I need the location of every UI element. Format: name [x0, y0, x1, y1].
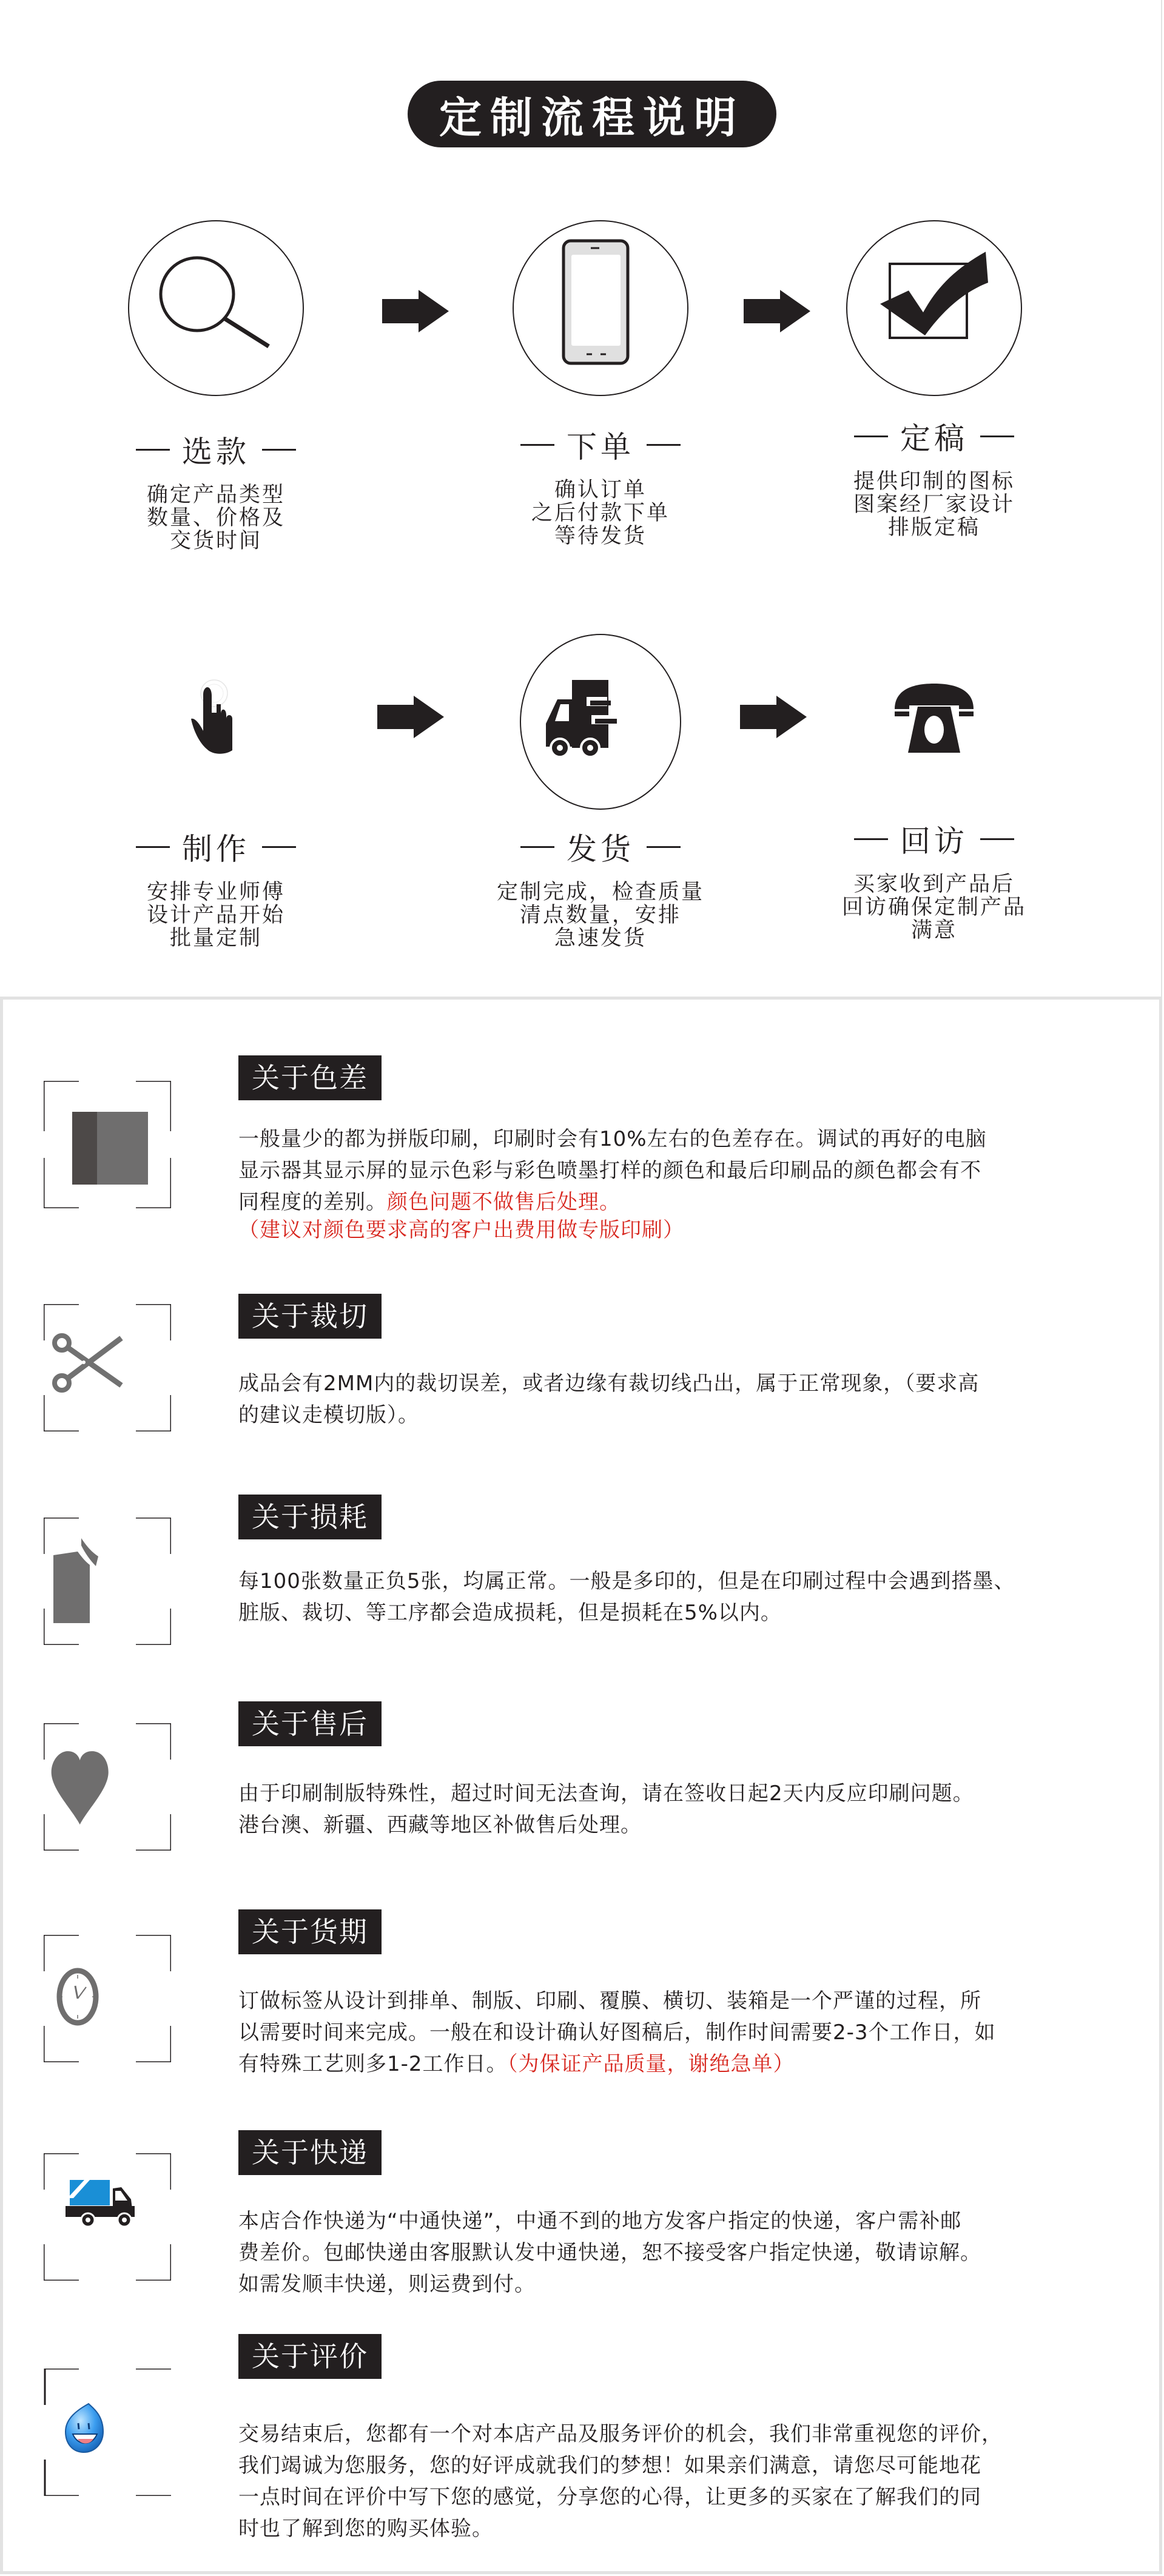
icon-frame	[44, 1081, 171, 1208]
process-step-ship	[473, 634, 728, 950]
dash-right	[262, 846, 296, 848]
section-body: 成品会有2MM内的裁切误差，或者边缘有裁切线凸出，属于正常现象，（要求高 的建议走模切版）。	[238, 1371, 980, 1427]
section-title-tag: 关于裁切	[238, 1294, 382, 1339]
process-step-select	[89, 220, 343, 553]
section-body: 一般量少的都为拼版印刷，印刷时会有10%左右的色差存在。调试的再好的电脑 显示器其显示屏的显示色彩与彩色喷墨打样的颜色和最后印刷品的颜色都会有不 同程度的差别。颜色问题不做售后处理。 （建议对颜色要求高的客户出费用做专版印刷）	[238, 1127, 987, 1242]
courier-truck-icon	[44, 2153, 171, 2281]
suggestion-text: （建议对颜色要求高的客户出费用做专版印刷）	[238, 1218, 684, 1242]
step-description: 提供印制的图标 图案经厂家设计 排版定稿	[853, 469, 1015, 540]
step-heading: 定稿	[900, 421, 968, 456]
process-step-finalize	[807, 220, 1061, 539]
dash-left	[136, 449, 170, 451]
step-description: 确认订单 之后付款下单 等待发货	[531, 478, 670, 548]
dash-right	[647, 846, 681, 848]
step-heading: 选款	[182, 434, 250, 469]
heart-icon	[44, 1723, 171, 1851]
step-heading: 制作	[182, 832, 250, 867]
process-step-followup	[807, 634, 1061, 942]
smiley-bubble-icon	[44, 2369, 171, 2496]
step-heading: 发货	[567, 832, 634, 867]
icon-frame	[44, 2369, 171, 2496]
section-body: 本店合作快递为“中通快递”，中通不到的地方发客户指定的快递，客户需补邮 费差价。包邮快递由客服默认发中通快递，恕不接受客户指定快递，敬请谅解。 如需发顺丰快递，则运费到付。	[238, 2209, 981, 2296]
section-body: 每100张数量正负5张，均属正常。一般是多印的，但是在印刷过程中会遇到搭墨、 脏版、裁切、等工序都会造成损耗，但是损耗在5%以内。	[238, 1569, 1015, 1625]
section-title-tag: 关于货期	[238, 1909, 382, 1954]
section-title-tag: 关于损耗	[238, 1495, 382, 1539]
right-arrow-icon	[744, 290, 810, 332]
dash-right	[647, 444, 681, 446]
page-title: 定制流程说明	[408, 81, 776, 147]
dash-right	[980, 838, 1014, 840]
icon-frame	[44, 1518, 171, 1645]
section-title-tag: 关于快递	[238, 2130, 382, 2175]
scissors-icon	[44, 1304, 171, 1431]
step-heading: 下单	[567, 429, 634, 465]
magnifier-icon	[128, 220, 304, 396]
step-description: 买家收到产品后 回访确保定制产品 满意	[841, 872, 1026, 943]
section-title-tag: 关于色差	[238, 1055, 382, 1100]
dash-left	[520, 444, 554, 446]
section-title-tag: 关于评价	[238, 2334, 382, 2379]
dash-left	[520, 846, 554, 848]
right-arrow-icon	[382, 290, 449, 332]
pointing-hand-icon	[128, 634, 304, 810]
icon-frame	[44, 1304, 171, 1431]
checkbox-check-icon	[846, 220, 1022, 396]
clock-icon	[44, 1935, 171, 2062]
dash-left	[854, 435, 888, 437]
telephone-icon	[846, 634, 1022, 810]
smartphone-icon	[513, 220, 688, 396]
section-body: 交易结束后，您都有一个对本店产品及服务评价的机会，我们非常重视您的评价， 我们竭诚为您服务，您的好评成就我们的梦想！如果亲们满意，请您尽可能地花 一点时间在评价中写下您的感觉，分享您的心得，让更多的买家在了解我们的同 时也了解到您的购买体验。	[238, 2422, 1003, 2541]
warning-text: 颜色问题不做售后处理。	[387, 1190, 621, 1214]
step-description: 安排专业师傅 设计产品开始 批量定制	[146, 880, 285, 950]
icon-frame	[44, 1723, 171, 1851]
color-swatch-icon	[44, 1081, 171, 1208]
torn-paper-icon	[44, 1518, 171, 1645]
process-step-produce	[89, 634, 343, 950]
step-heading: 回访	[900, 824, 968, 859]
step-description: 确定产品类型 数量、价格及 交货时间	[146, 483, 285, 553]
right-arrow-icon	[377, 696, 444, 738]
right-arrow-icon	[740, 696, 807, 738]
section-body: 订做标签从设计到排单、制版、印刷、覆膜、横切、装箱是一个严谨的过程，所 以需要时间来完成。一般在和设计确认好图稿后，制作时间需要2-3个工作日，如 有特殊工艺则多1-2工作日。（为保证产品质量，谢绝急单）	[238, 1989, 996, 2076]
process-step-order	[473, 220, 728, 548]
dash-left	[854, 838, 888, 840]
section-title-tag: 关于售后	[238, 1701, 382, 1746]
section-body: 由于印刷制版特殊性，超过时间无法查询，请在签收日起2天内反应印刷问题。 港台澳、新疆、西藏等地区补做售后处理。	[238, 1781, 974, 1837]
dash-left	[136, 846, 170, 848]
delivery-truck-icon	[513, 634, 688, 810]
warning-text: （为保证产品质量，谢绝急单）	[507, 2052, 795, 2076]
icon-frame	[44, 2153, 171, 2281]
step-description: 定制完成，检查质量 清点数量，安排 急速发货	[496, 880, 704, 950]
dash-right	[262, 449, 296, 451]
icon-frame	[44, 1935, 171, 2062]
dash-right	[980, 435, 1014, 437]
